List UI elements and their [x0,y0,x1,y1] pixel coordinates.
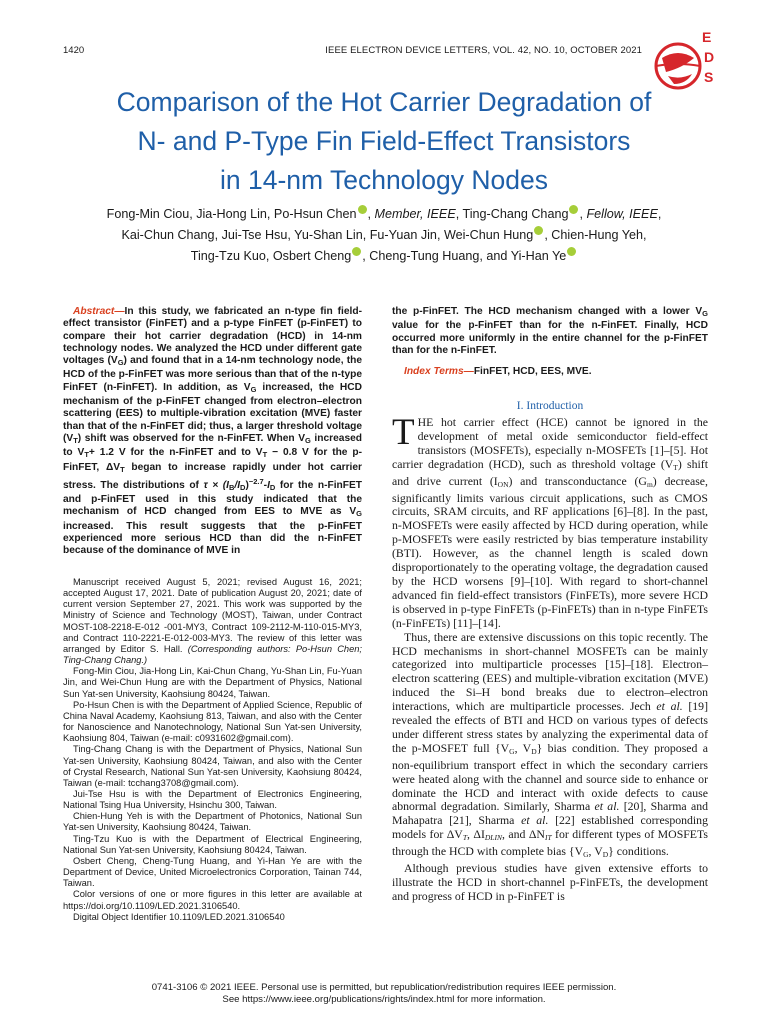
text-run: ) and transconductance (G [508,473,647,488]
paragraph [392,631,708,863]
text-run: DLIN [484,833,502,843]
text-run: Kai-Chun Chang, Jui-Tse Hsu, Yu-Shan Lin, Fu-Yuan Jin, Wei-Chun Hung [121,228,534,242]
text-run: , [657,207,662,221]
text-run: m [646,479,653,489]
drop-cap: T [392,412,415,453]
text-run: Member, IEEE [374,207,456,221]
text-run: In this study, we fabricated an n-type fin field-effect transistor (FinFET) and a p-type FinFET (p-FinFET) to compare their hot carrier degradation (HCD) in 14-nm technology nodes. We analyzed the HCD under different gate voltages (V [63,306,362,367]
orcid-icon[interactable] [358,205,367,214]
index-terms [392,366,708,378]
text-run: τ × (I [203,479,229,491]
text-run: , ΔI [466,827,485,842]
section-heading: I. Introduction [516,400,584,412]
text-run: D [269,482,276,492]
footnote-affiliation: Chien-Hung Yeh is with the Department of Photonics, National Sun Yat-sen University, Kaohsiung 80424, Taiwan. [63,811,362,833]
footnote-affiliation: Fong-Min Ciou, Jia-Hong Lin, Kai-Chun Chang, Yu-Shan Lin, Fu-Yuan Jin, and Wei-Chun Hung are with the Department of Physics, National Sun Yat-sen University, Kaohsiung 80424, Taiwan. [63,666,362,699]
text-run: G [509,746,515,756]
orcid-icon[interactable] [352,247,361,256]
text-run: the p-FinFET. The HCD mechanism changed with a lower V [392,306,703,317]
footnote-affiliation: Ting-Tzu Kuo is with the Department of Electrical Engineering, National Sun Yat-sen University, Kaohsiung 80424, Taiwan. [63,833,362,855]
text-run: [22] established corresponding models for ΔV [392,813,708,842]
text-run: G [356,509,362,519]
title-line: in 14-nm Technology Nodes [219,165,548,195]
rights-link[interactable]: See https://www.ieee.org/publications/rights/index.html for more information. [222,993,546,1005]
copyright-line: 0741-3106 © 2021 IEEE. Personal use is permitted, but republication/redistribution requires IEEE permission. [151,982,617,993]
orcid-icon[interactable] [567,247,576,256]
text-run: /I [234,479,241,491]
text-run: T [84,450,89,460]
logo-letter-s: S [704,69,714,85]
index-terms-list: FinFET, HCD, EES, MVE. [473,366,592,378]
text-run: , V [588,844,603,859]
logo-letter-e: E [702,29,712,45]
text-run: , Chien-Hung Yeh, [544,228,647,242]
copyright-footer [100,982,668,1005]
text-run: D [602,850,609,860]
author-line-2 [60,225,708,246]
text-run: T [462,833,467,843]
text-run: G [117,358,124,368]
text-run: T [120,464,125,474]
text-run: ) shift was observed for the n-FinFET. When V [77,432,306,444]
footnote-manuscript [63,577,362,666]
logo-letter-d: D [704,49,715,65]
page-number: 1420 [63,45,85,56]
text-run: , [367,207,375,221]
text-run: [19] revealed the effects of BTI and HCD on various types of defects under different stress states by analyzing the experimental data of the p-MOSFET full {V [392,699,708,755]
text-run: for the n-FinFET and p-FinFET used in this study indicated that the mechanism of HCD changed from EES to MVE as V [63,479,362,518]
text-run: , [579,207,587,221]
text-run: B [228,482,235,492]
text-run: G [250,384,257,394]
text-run: D [240,482,246,492]
text-run: increased. This result suggests that the p-FinFET experienced more serious HCD than did the n-FinFET because of the dominance of MVE in [63,520,362,557]
author-line-1 [60,204,708,225]
introduction-body [392,412,708,904]
footnotes [63,577,362,923]
title-line: Comparison of the Hot Carrier Degradation of [116,87,652,117]
title-line: N- and P-Type Fin Field-Effect Transistors [137,126,631,156]
text-run: Fellow, IEEE [586,207,658,221]
text-run: T [262,450,268,460]
text-run: ) and found that in a 14-nm technology node, the HCD of the p-FinFET was more serious than that of the n-type FinFET (n-FinFET). In addition, as V [63,355,362,393]
text-run: et al. [656,699,683,714]
text-run: HE hot carrier effect (HCE) cannot be ignored in the development of metal oxide semiconductor field-effect transistors (MOSFETs), especially n-MOSFETs [1]–[5]. Hot carrier degradation (HCD), such as threshold voltage (V [392,415,708,471]
text-run: , and ΔN [501,827,545,842]
footnote-color-versions[interactable]: Color versions of one or more figures in this letter are available at https://doi.org/10.1109/LED.2021.3106540. [63,889,362,911]
journal-header: IEEE ELECTRON DEVICE LETTERS, VOL. 42, NO. 10, OCTOBER 2021 [325,45,642,56]
text-run: } conditions. [608,844,669,859]
text-run: value for the p-FinFET than for the n-FinFET. Finally, HCD occurred more uniformly in the entire channel for the p-FinFET than for the n-FinFET. [392,320,708,356]
author-line-3 [60,246,708,267]
abstract-continued [392,306,708,378]
text-run: } bias condition. They proposed a non-equilibrium transport effect in which the secondary carriers were heated along with the channel and source side to enhance or dominate the HCD and interact with oxide defects to cause abnormal degradation. Similarly, Sharma [392,740,708,814]
text-run: , V [514,740,532,755]
text-run: G [583,850,589,860]
abstract [63,306,362,558]
text-run: T [73,435,78,445]
text-run: ) [245,479,249,491]
text-run: increased to V [63,432,362,459]
footnote-affiliation: Ting-Chang Chang is with the Department of Physics, National Sun Yat-sen University, Kaohsiung 80424, Taiwan, and also with the Center of Crystal Research, National Sun Yat-sen University, Kaohsiung 80424, Taiwan (e-mail: tcchang3708@gmail.com). [63,744,362,788]
text-run: ) decrease, significantly limits various circuit applications, such as CMOS circuits, SRAM circuits, and RF applications [6]–[8]. In the past, n-MOSFETs were easily affected by HCD during operation, while p-MOSFETs were easily restricted by bias temperature instability (BTI). However, as the channel length is scaled down disproportionately to the operating voltage, the degradation caused by the HCD worsens [9]–[10]. With regard to short-channel advanced fin field-effect transistors (FinFETs), more severe HCD is observed in p-type FinFETs (p-FinFETs) than in n-type FinFETs (n-FinFETs) [11]–[14]. [392,473,708,630]
orcid-icon[interactable] [569,205,578,214]
paragraph: Although previous studies have given extensive efforts to illustrate the HCD in short-channel p-FinFETs, the development and progress of HCD in p-FinFET is [392,861,708,903]
text-run: ON [497,479,509,489]
text-run: + 1.2 V for the n-FinFET and to V [88,447,263,459]
text-run: Manuscript received August 5, 2021; revised August 16, 2021; accepted August 17, 2021. Date of publication August 20, 2021; date of current version September 27, 2021. This work was supported by the Ministry of Science and Technology (MOST), Taiwan, under Contract MOST-108-2218-E-012 -001-MY3, Contract 109-2112-M-110-015-MY3, and Contract 110-2221-E-012-003-MY3. The review of this letter was arranged by Editor S. Hall. [63,577,362,654]
text-run: , Ting-Chang Chang [455,207,569,221]
paper-title [40,83,728,200]
text-run: (Corresponding authors: Po-Hsun Chen; Ting-Chang Chang.) [63,643,362,666]
text-run: et al. [594,799,620,814]
text-run: ) shift and drive current (I [392,456,708,488]
text-run: G [702,309,708,318]
abstract-label: Abstract— [73,306,125,317]
text-run: [20], Sharma and Mahapatra [21], Sharma [392,799,708,828]
text-run: et al. [521,813,549,828]
text-run: Ting-Tzu Kuo, Osbert Cheng [190,249,352,263]
text-run: IT [544,833,552,843]
text-run: −2.7 [248,476,264,486]
index-terms-label: Index Terms— [404,366,474,378]
text-run: Fong-Min Ciou, Jia-Hong Lin, Po-Hsun Chen [106,207,357,221]
text-run: began to increase rapidly under hot carrier stress. The distributions of [63,461,362,491]
footnote-affiliation: Po-Hsun Chen is with the Department of Applied Science, Republic of China Naval Academy, Kaohsiung 813, Taiwan, and also with the Center for Nanoscience and Nanotechnology, National Sun Yat-sen University, Kaohsiung 804, Taiwan (e-mail: c0931602@gmail.com). [63,699,362,744]
text-run: G [305,435,311,445]
footnote-affiliation: Jui-Tse Hsu is with the Department of Electronics Engineering, National Tsing Hua University, Hsinchu 300, Taiwan. [63,788,362,811]
text-run: -I [263,479,270,491]
author-list [60,204,708,267]
footnote-doi[interactable]: Digital Object Identifier 10.1109/LED.2021.3106540 [73,911,285,922]
text-run: − 0.8 V for the p-FinFET, ΔV [63,447,362,473]
orcid-icon[interactable] [534,226,543,235]
text-run: D [531,746,537,756]
text-run: Thus, there are extensive discussions on this topic recently. The HCD mechanisms in short-channel MOSFETs can be mainly categorized into multiparticle processes [15]–[18]. Electron–electron scattering (EES) and multiple-vibration excitation (MVE) induced the Si–H bond breaks due to electron–electron interactions, which are multiparticle processes. Jech [392,629,708,714]
footnote-affiliation: Osbert Cheng, Cheng-Tung Huang, and Yi-Han Ye are with the Department of Device, United Microelectronics Corporation, Tainan 744, Taiwan. [63,855,362,889]
text-run: T [673,462,678,472]
text-run: increased, the HCD mechanism of the p-FinFET changed from electron–electron scattering (EES) to multiple-vibration excitation (MVE) faster than that of the n-FinFET did; thus, a larger threshold voltage (V [63,381,362,444]
text-run: , Cheng-Tung Huang, and Yi-Han Ye [362,249,567,263]
text-run: for different types of MOSFETs through the HCD with complete bias {V [392,827,708,859]
paragraph [392,412,708,631]
